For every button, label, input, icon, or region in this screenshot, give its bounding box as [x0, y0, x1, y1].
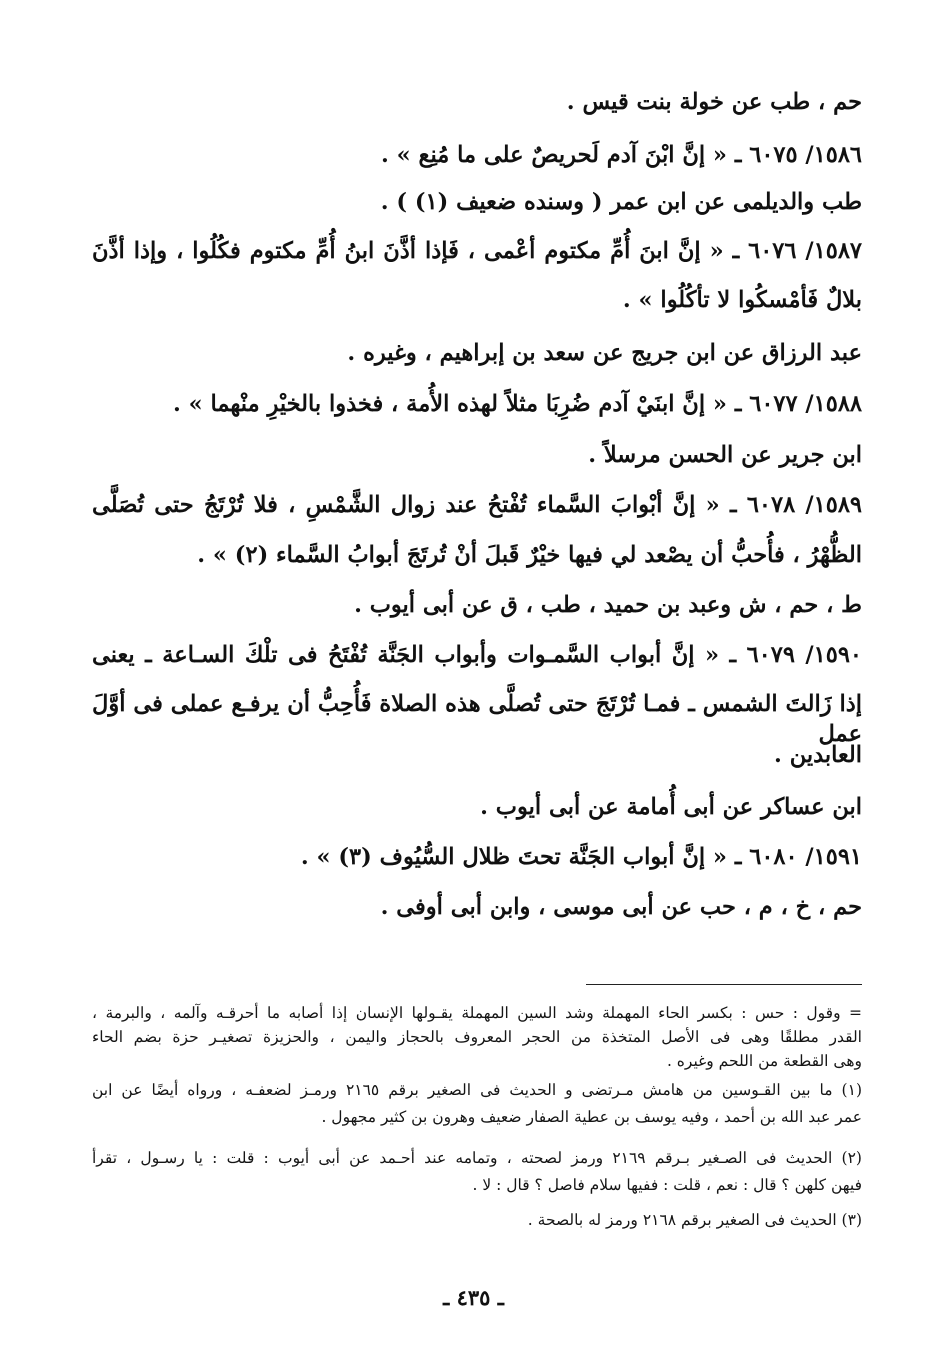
body-line-source: ابن عساكر عن أبى أُمامة عن أبى أيوب .	[480, 794, 862, 820]
body-line-hadith-1588: ١٥٨٨/ ٦٠٧٧ ـ « إنَّ ابنَيْ آدم ضُرِبَا مثلاً لهذه الأُمة ، فخذوا بالخيْرِ منْهما » .	[172, 391, 862, 417]
body-line-continuation: العابدين .	[774, 742, 862, 768]
footnote-3: (٣) الحديث فى الصغير برقم ٢١٦٨ ورمز له بالصحة .	[527, 1211, 862, 1229]
body-line-hadith-1590: ١٥٩٠/ ٦٠٧٩ ـ « إنَّ أبواب السَّمـوات وأبواب الجَنَّة تُفْتَحُ فى تلْكَ السـاعة ـ يعنى	[92, 642, 862, 668]
body-line-hadith-1587: ١٥٨٧/ ٦٠٧٦ ـ « إنَّ ابنَ أُمِّ مكتوم أعْمى ، فَإذا أذَّنَ ابنُ أُمِّ مكتوم فكُلُوا ، وإذا أذَّنَ	[92, 238, 862, 264]
body-line-continuation: إذا زَالتَ الشمس ـ فمـا تُرْتَجَ حتى تُصلَّى هذه الصلاة فَأُحِبُّ أن يرفـع عملى فى أوَّلَ عمل	[92, 691, 862, 747]
body-line-source: طب والديلمى عن ابن عمر ( وسنده ضعيف (١) ) .	[380, 189, 862, 215]
body-line-source: عبد الرزاق عن ابن جريج عن سعد بن إبراهيم ، وغيره .	[347, 340, 862, 366]
footnote-2: (٢) الحديث فى الصـغير بـرقم ٢١٦٩ ورمز لصحته ، وتمامه عند أحـمد عن أبى أيوب : قلت : يا رسـول ، تقرأ	[92, 1149, 862, 1167]
body-line-hadith-1591: ١٥٩١/ ٦٠٨٠ ـ « إنَّ أبواب الجَنَّة تحتَ ظلال السُّيُوف (٣) » .	[300, 844, 862, 870]
footnote-line: عمر عبد الله بن أحمد ، وفيه يوسف بن عطية الصفار ضعيف وهرون بن كثير مجهول .	[321, 1108, 862, 1126]
body-line-continuation: بلالٌ فَأمْسكُوا لا تأكُلُوا » .	[622, 287, 862, 313]
body-line-source: ط ، حم ، ش وعبد بن حميد ، طب ، ق عن أبى أيوب .	[354, 592, 862, 618]
footnote-separator	[586, 984, 862, 985]
footnote-line: القدر مطلقًا وهى فى الأصل المتخذة من الحجر المعروف بالحجاز واليمن ، والحزيزة تصغيـر حزة بضم الحاء	[92, 1028, 862, 1046]
footnote-1: (١) ما بين القـوسين من هامش مـرتضى و الحديث فى الصغير برقم ٢١٦٥ ورمـز لضعفـه ، ورواه أيضًا عن ابن	[92, 1081, 862, 1099]
body-line-hadith-1586: ١٥٨٦/ ٦٠٧٥ ـ « إنَّ ابْنَ آدم لَحريصٌ على ما مُنِع » .	[380, 142, 862, 168]
page-number: ـ ٤٣٥ ـ	[443, 1285, 504, 1310]
body-line-source: حم ، خ ، م ، حب عن أبى موسى ، وابن أبى أوفى .	[380, 894, 862, 920]
body-line-continuation: الظُّهْرُ ، فأُحبُّ أن يصْعد لي فيها خيْرٌ قَبلَ أنْ تُرتَجَ أبوابُ السَّماء (٢) » .	[197, 542, 862, 568]
body-line-source: ابن جرير عن الحسن مرسلاً .	[588, 442, 862, 468]
footnote-line: = وقول : حس : بكسر الحاء المهملة وشد السين المهملة يقـولها الإنسان إذا أصابه ما أحرقـه وآلمه ، والبرمة ،	[92, 1004, 862, 1022]
body-line-hadith-1589: ١٥٨٩/ ٦٠٧٨ ـ « إنَّ أبْوابَ السَّماء تُفْتحُ عند زوال الشَّمْسِ ، فلا تُرْتَجُ حتى تُصَلَّى	[92, 492, 862, 518]
footnote-line: فيهن كلهن ؟ قال : نعم ، قلت : ففيها سلام فاصل ؟ قال : لا .	[472, 1176, 862, 1194]
footnote-line: وهى القطعة من اللحم وغيره .	[666, 1052, 862, 1070]
body-line-source: حم ، طب عن خولة بنت قيس .	[566, 89, 862, 115]
